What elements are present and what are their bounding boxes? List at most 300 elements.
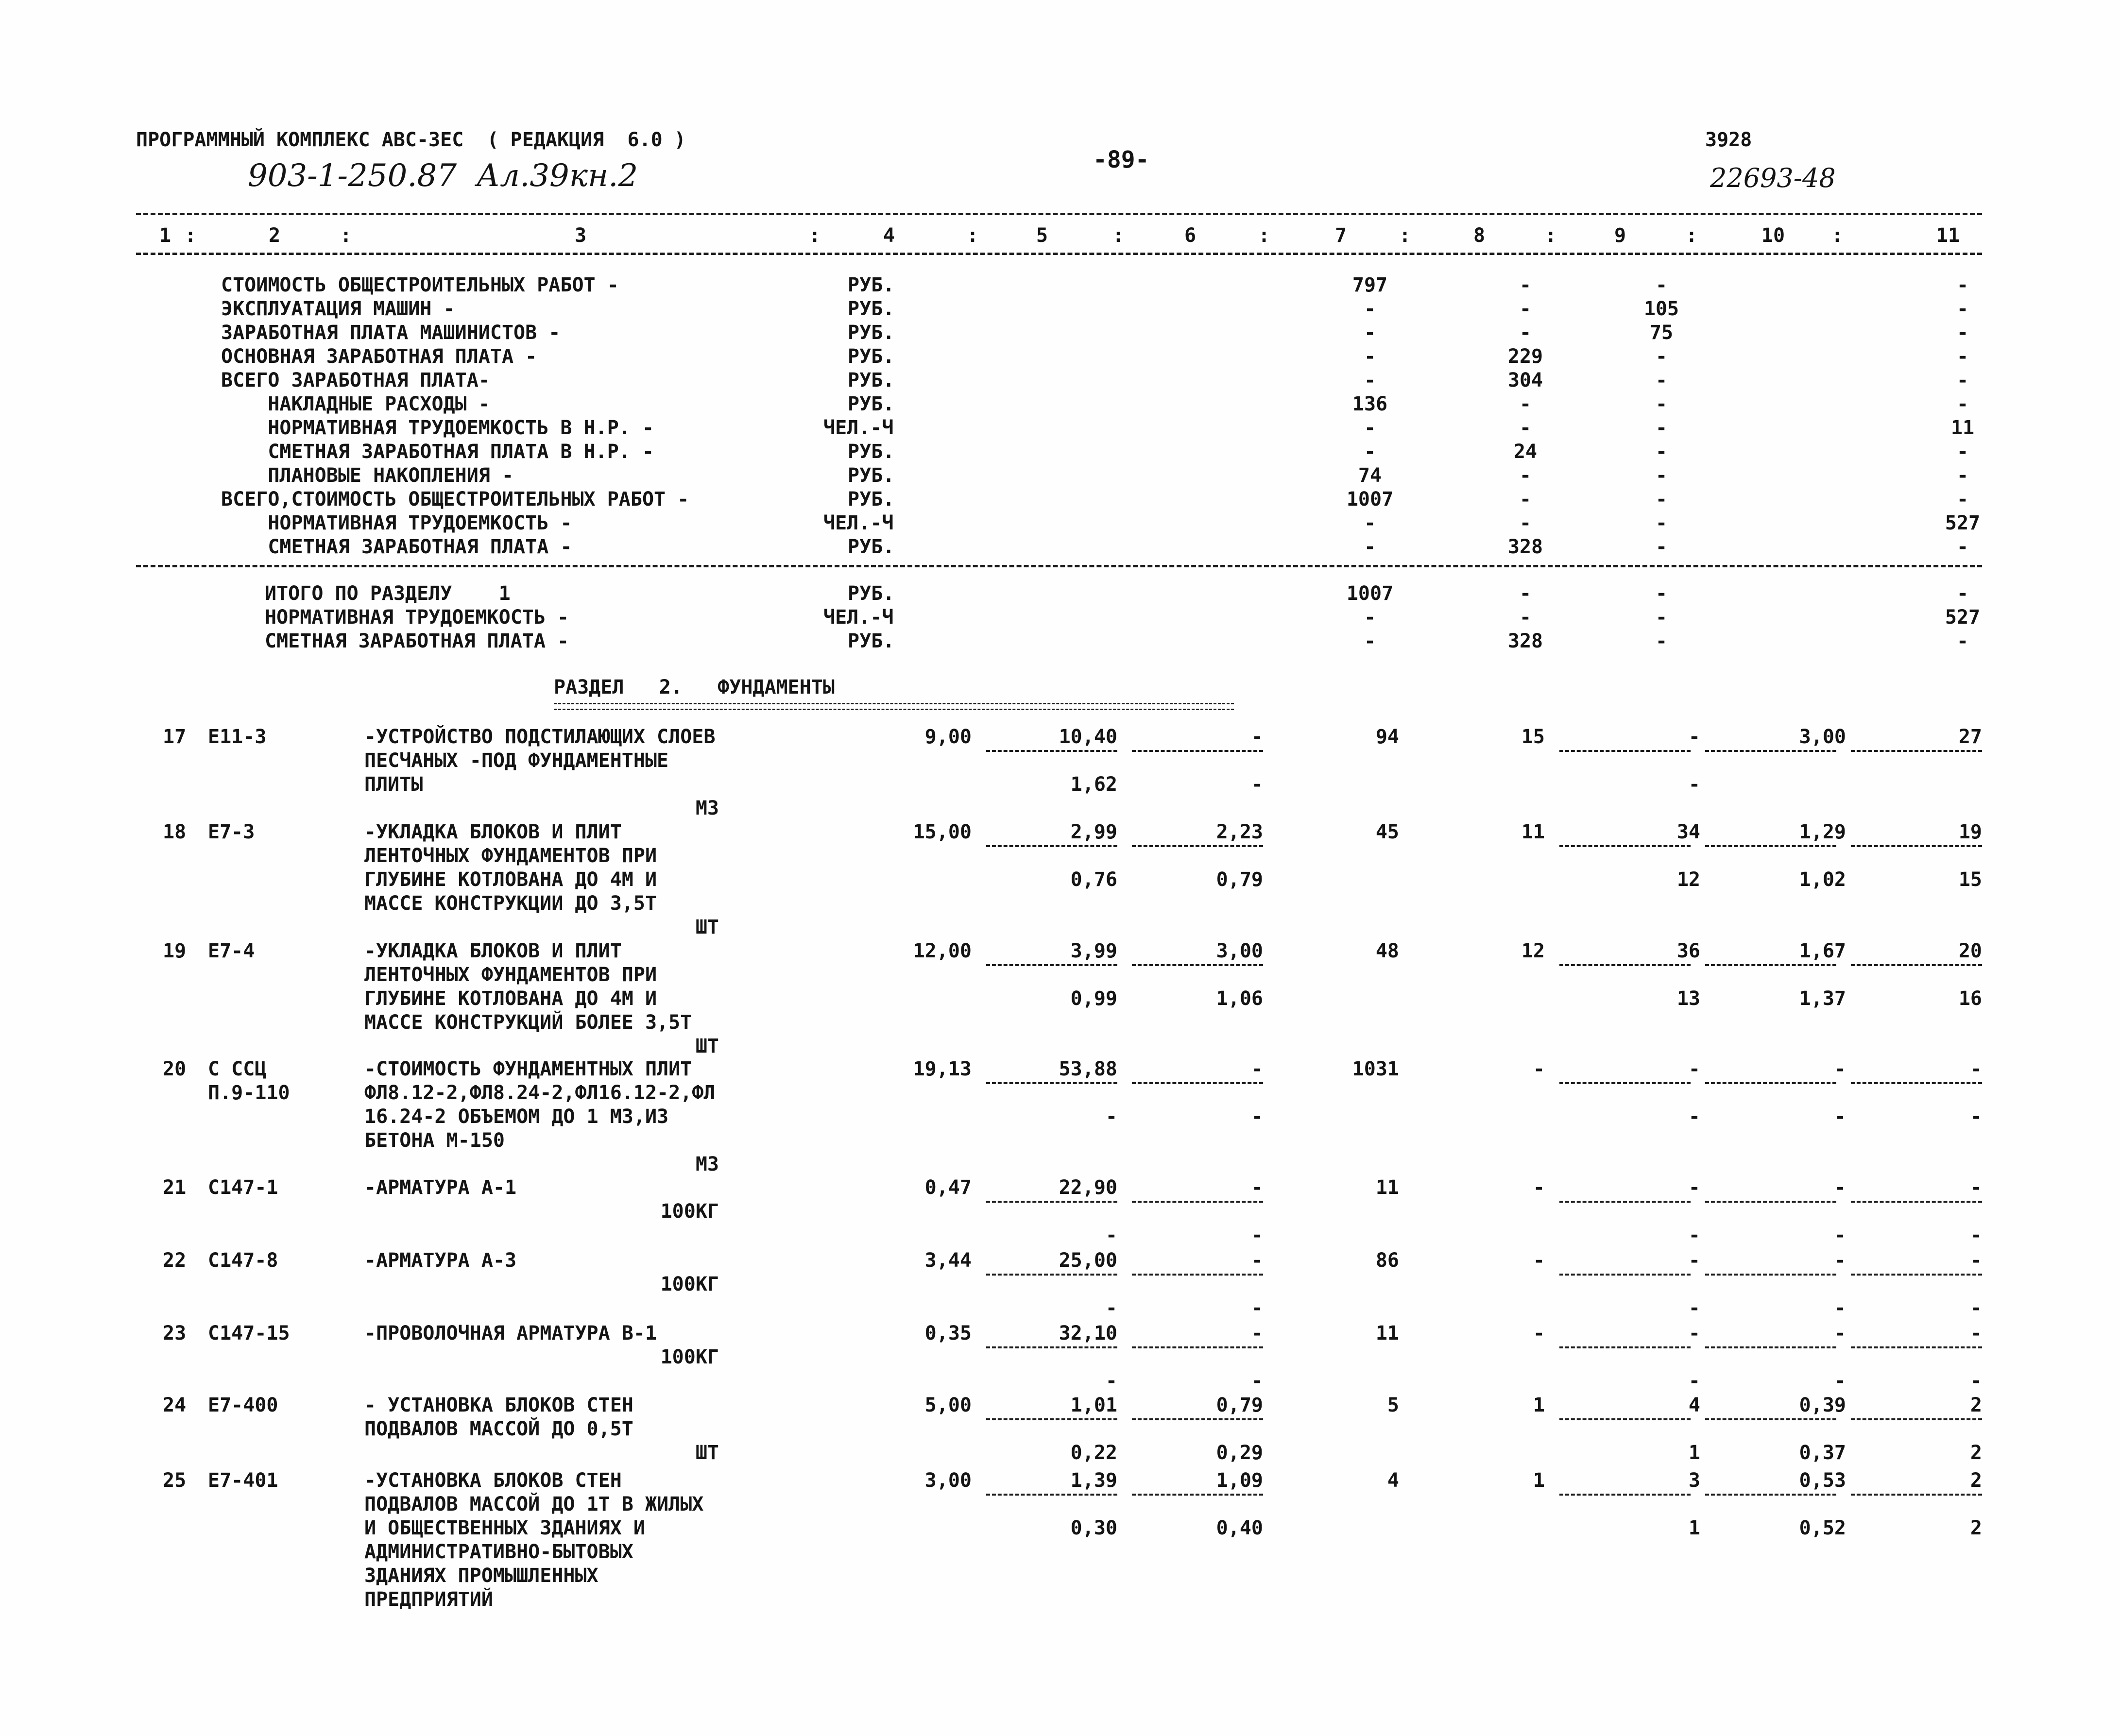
summary-col9: -	[1655, 417, 1668, 439]
item-c9-sub: -	[1688, 1370, 1700, 1392]
summary-col11: -	[1956, 274, 1969, 296]
item-c5-sub: -	[1105, 1224, 1117, 1246]
summary-col7: -	[1364, 417, 1376, 439]
item-c6: 1,09	[1216, 1469, 1263, 1492]
column-number: 1	[159, 224, 171, 247]
totals-col9: -	[1655, 630, 1668, 652]
item-c9-sub: 1	[1688, 1517, 1700, 1539]
column-number: 5	[1036, 224, 1048, 247]
item-code: П.9-110	[208, 1082, 290, 1104]
summary-unit: РУБ.	[848, 536, 895, 558]
summary-col7: -	[1364, 512, 1376, 534]
column-number: 11	[1936, 224, 1960, 247]
totals-label: СМЕТНАЯ ЗАРАБОТНАЯ ПЛАТА -	[265, 630, 569, 652]
item-c5: 22,90	[1059, 1176, 1117, 1199]
item-subrule	[1851, 1346, 1982, 1348]
item-description: - УСТАНОВКА БЛОКОВ СТЕН	[364, 1394, 633, 1416]
item-unit: 100КГ	[660, 1200, 719, 1223]
item-subrule	[986, 1274, 1117, 1276]
summary-col11: -	[1956, 393, 1969, 415]
item-description: МАССЕ КОНСТРУКЦИЙ БОЛЕЕ 3,5Т	[364, 1011, 692, 1034]
item-c9: 34	[1676, 821, 1700, 843]
totals-label: ИТОГО ПО РАЗДЕЛУ 1	[265, 582, 511, 605]
summary-col9: -	[1655, 393, 1668, 415]
column-separator: :	[1686, 224, 1698, 247]
item-code: Е7-400	[208, 1394, 278, 1416]
summary-unit: РУБ.	[848, 393, 895, 415]
item-subrule	[1705, 1346, 1836, 1348]
column-separator: :	[340, 224, 352, 247]
item-c5: 1,01	[1070, 1394, 1117, 1416]
item-qty: 3,44	[924, 1249, 972, 1272]
item-c11-sub: -	[1970, 1224, 1982, 1246]
summary-label: СТОИМОСТЬ ОБЩЕСТРОИТЕЛЬНЫХ РАБОТ -	[221, 274, 619, 296]
item-c8: -	[1533, 1176, 1545, 1199]
item-c8: -	[1533, 1322, 1545, 1345]
item-unit: М3	[695, 797, 719, 819]
item-c11: -	[1970, 1176, 1982, 1199]
item-code: Е11-3	[208, 726, 267, 748]
item-c8: -	[1533, 1249, 1545, 1272]
summary-label: ВСЕГО,СТОИМОСТЬ ОБЩЕСТРОИТЕЛЬНЫХ РАБОТ -	[221, 488, 689, 511]
item-c6: -	[1251, 1176, 1263, 1199]
item-subrule	[1132, 1346, 1263, 1348]
column-separator: :	[1399, 224, 1411, 247]
totals-col9: -	[1655, 606, 1668, 629]
item-subrule	[986, 1201, 1117, 1203]
item-c10-sub: -	[1834, 1224, 1846, 1246]
summary-label: ПЛАНОВЫЕ НАКОПЛЕНИЯ -	[221, 464, 514, 487]
item-description: ЛЕНТОЧНЫХ ФУНДАМЕНТОВ ПРИ	[364, 964, 657, 986]
item-description: ЛЕНТОЧНЫХ ФУНДАМЕНТОВ ПРИ	[364, 845, 657, 867]
item-description: ФЛ8.12-2,ФЛ8.24-2,ФЛ16.12-2,ФЛ	[364, 1082, 716, 1104]
item-qty: 0,47	[924, 1176, 972, 1199]
summary-unit: РУБ.	[848, 298, 895, 320]
summary-col8: -	[1519, 322, 1532, 344]
item-description: -УСТРОЙСТВО ПОДСТИЛАЮЩИХ СЛОЕВ	[364, 726, 716, 748]
item-subrule	[1851, 1418, 1982, 1420]
item-c9: 3	[1688, 1469, 1700, 1492]
item-c10-sub: 1,37	[1799, 987, 1846, 1010]
column-separator: :	[1258, 224, 1270, 247]
item-description: -УКЛАДКА БЛОКОВ И ПЛИТ	[364, 940, 622, 962]
column-number: 4	[883, 224, 895, 247]
summary-col7: 74	[1358, 464, 1382, 487]
item-c6: -	[1251, 1322, 1263, 1345]
totals-col8: -	[1519, 606, 1532, 629]
column-separator: :	[185, 224, 197, 247]
item-c5: 25,00	[1059, 1249, 1117, 1272]
item-c10: -	[1834, 1058, 1846, 1080]
item-c9: -	[1688, 1058, 1700, 1080]
item-c6: 3,00	[1216, 940, 1263, 962]
summary-label: СМЕТНАЯ ЗАРАБОТНАЯ ПЛАТА -	[221, 536, 572, 558]
item-subrule	[1559, 1418, 1691, 1420]
item-subrule	[986, 1082, 1117, 1084]
totals-label: НОРМАТИВНАЯ ТРУДОЕМКОСТЬ -	[265, 606, 569, 629]
item-c7: 86	[1375, 1249, 1399, 1272]
item-c6-sub: 0,79	[1216, 868, 1263, 891]
summary-col11: -	[1956, 322, 1969, 344]
item-c8: 15	[1521, 726, 1545, 748]
item-c5: 10,40	[1059, 726, 1117, 748]
page-number: -89-	[1093, 146, 1149, 173]
item-code: С147-15	[208, 1322, 290, 1345]
item-c8: 12	[1521, 940, 1545, 962]
item-unit: ШТ	[695, 1035, 719, 1057]
item-unit: 100КГ	[660, 1346, 719, 1368]
item-c11-sub: 2	[1970, 1442, 1982, 1464]
item-c11-sub: 2	[1970, 1517, 1982, 1539]
summary-col7: -	[1364, 369, 1376, 391]
item-code: С ССЦ	[208, 1058, 267, 1080]
item-c9: 36	[1676, 940, 1700, 962]
item-subrule	[1559, 1494, 1691, 1496]
summary-col8: -	[1519, 393, 1532, 415]
item-c11: 2	[1970, 1394, 1982, 1416]
item-subrule	[1559, 845, 1691, 847]
item-description: -УКЛАДКА БЛОКОВ И ПЛИТ	[364, 821, 622, 843]
summary-col7: 797	[1352, 274, 1388, 296]
column-number: 9	[1614, 224, 1626, 247]
item-description: АДМИНИСТРАТИВНО-БЫТОВЫХ	[364, 1541, 633, 1563]
item-code: Е7-4	[208, 940, 255, 962]
code-right: 3928	[1705, 129, 1752, 151]
item-c5-sub: -	[1105, 1297, 1117, 1319]
item-c11-sub: -	[1970, 1297, 1982, 1319]
item-c10: 3,00	[1799, 726, 1846, 748]
summary-col11: -	[1956, 441, 1969, 463]
column-number: 3	[574, 224, 587, 247]
item-c11-sub: 16	[1958, 987, 1982, 1010]
item-subrule	[1851, 1494, 1982, 1496]
top-rule	[136, 213, 1982, 215]
item-c9-sub: -	[1688, 1297, 1700, 1319]
item-c8: 1	[1533, 1394, 1545, 1416]
item-c6-sub: -	[1251, 1370, 1263, 1392]
item-code: С147-1	[208, 1176, 278, 1199]
totals-unit: РУБ.	[848, 582, 895, 605]
item-c9-sub: -	[1688, 1106, 1700, 1128]
item-c8: 1	[1533, 1469, 1545, 1492]
item-c11: -	[1970, 1249, 1982, 1272]
summary-unit: РУБ.	[848, 464, 895, 487]
summary-col7: -	[1364, 345, 1376, 368]
item-description: ПОДВАЛОВ МАССОЙ ДО 1Т В ЖИЛЫХ	[364, 1493, 704, 1515]
summary-col11: -	[1956, 369, 1969, 391]
item-c9: -	[1688, 1322, 1700, 1345]
summary-col9: -	[1655, 274, 1668, 296]
item-subrule	[1132, 845, 1263, 847]
item-description: И ОБЩЕСТВЕННЫХ ЗДАНИЯХ И	[364, 1517, 645, 1539]
item-code: Е7-401	[208, 1469, 278, 1492]
item-c9-sub: 1	[1688, 1442, 1700, 1464]
summary-col7: 1007	[1346, 488, 1394, 511]
item-subrule	[1851, 845, 1982, 847]
item-c9: 4	[1688, 1394, 1700, 1416]
summary-col7: -	[1364, 298, 1376, 320]
summary-label: НОРМАТИВНАЯ ТРУДОЕМКОСТЬ -	[221, 512, 572, 534]
summary-col8: 328	[1507, 536, 1543, 558]
item-c5: 3,99	[1070, 940, 1117, 962]
item-subrule	[1705, 845, 1836, 847]
summary-unit: ЧЕЛ.-Ч	[823, 417, 894, 439]
item-c5-sub: -	[1105, 1370, 1117, 1392]
item-description: -СТОИМОСТЬ ФУНДАМЕНТНЫХ ПЛИТ	[364, 1058, 692, 1080]
item-c8: -	[1533, 1058, 1545, 1080]
item-c5: 1,39	[1070, 1469, 1117, 1492]
item-subrule	[1851, 1274, 1982, 1276]
summary-col8: -	[1519, 464, 1532, 487]
item-number: 18	[163, 821, 187, 843]
summary-unit: РУБ.	[848, 345, 895, 368]
summary-unit: РУБ.	[848, 322, 895, 344]
totals-col7: -	[1364, 630, 1376, 652]
item-subrule	[1851, 750, 1982, 752]
item-description: ПЛИТЫ	[364, 773, 423, 796]
column-number: 8	[1473, 224, 1486, 247]
item-c6-sub: -	[1251, 1106, 1263, 1128]
summary-col11: 11	[1950, 417, 1975, 439]
column-number: 7	[1334, 224, 1347, 247]
item-subrule	[1851, 1201, 1982, 1203]
item-number: 20	[163, 1058, 187, 1080]
item-c7: 94	[1375, 726, 1399, 748]
summary-col7: -	[1364, 441, 1376, 463]
item-subrule	[1705, 1201, 1836, 1203]
item-number: 21	[163, 1176, 187, 1199]
summary-label: НАКЛАДНЫЕ РАСХОДЫ -	[221, 393, 490, 415]
item-subrule	[1132, 1418, 1263, 1420]
item-c10: 0,39	[1799, 1394, 1846, 1416]
item-c10-sub: 1,02	[1799, 868, 1846, 891]
item-description: -ПРОВОЛОЧНАЯ АРМАТУРА В-1	[364, 1322, 657, 1345]
totals-col9: -	[1655, 582, 1668, 605]
item-c6-sub: 0,40	[1216, 1517, 1263, 1539]
item-qty: 19,13	[913, 1058, 972, 1080]
summary-col8: -	[1519, 488, 1532, 511]
item-unit: ШТ	[695, 1442, 719, 1464]
item-subrule	[1132, 1494, 1263, 1496]
item-c5-sub: 1,62	[1070, 773, 1117, 796]
item-c7: 11	[1375, 1176, 1399, 1199]
item-c5-sub: 0,76	[1070, 868, 1117, 891]
summary-col7: -	[1364, 536, 1376, 558]
item-qty: 5,00	[924, 1394, 972, 1416]
item-c10: 1,29	[1799, 821, 1846, 843]
totals-unit: РУБ.	[848, 630, 895, 652]
item-c7: 1031	[1352, 1058, 1399, 1080]
item-unit: М3	[695, 1153, 719, 1175]
item-c7: 45	[1375, 821, 1399, 843]
item-subrule	[1705, 750, 1836, 752]
item-c6-sub: 0,29	[1216, 1442, 1263, 1464]
summary-col9: -	[1655, 464, 1668, 487]
summary-col11: -	[1956, 464, 1969, 487]
column-number: 10	[1761, 224, 1785, 247]
summary-col11: -	[1956, 488, 1969, 511]
item-qty: 0,35	[924, 1322, 972, 1345]
summary-col9: -	[1655, 369, 1668, 391]
summary-col11: -	[1956, 298, 1969, 320]
item-subrule	[1559, 1201, 1691, 1203]
summary-col9: -	[1655, 488, 1668, 511]
item-subrule	[1705, 1082, 1836, 1084]
item-c5-sub: 0,99	[1070, 987, 1117, 1010]
item-c9-sub: 12	[1676, 868, 1700, 891]
summary-label: ЭКСПЛУАТАЦИЯ МАШИН -	[221, 298, 455, 320]
section-title: РАЗДЕЛ 2. ФУНДАМЕНТЫ	[554, 676, 835, 698]
summary-col9: 75	[1649, 322, 1674, 344]
column-separator: :	[1545, 224, 1557, 247]
item-subrule	[986, 1346, 1117, 1348]
item-description: -АРМАТУРА А-1	[364, 1176, 517, 1199]
item-c9-sub: -	[1688, 773, 1700, 796]
item-description: ПРЕДПРИЯТИЙ	[364, 1588, 493, 1611]
item-code: С147-8	[208, 1249, 278, 1272]
summary-unit: РУБ.	[848, 488, 895, 511]
summary-col8: 229	[1507, 345, 1543, 368]
item-subrule	[1132, 1201, 1263, 1203]
item-c6-sub: -	[1251, 773, 1263, 796]
summary-col9: 105	[1643, 298, 1679, 320]
item-subrule	[1132, 750, 1263, 752]
summary-col9: -	[1655, 512, 1668, 534]
summary-label: ЗАРАБОТНАЯ ПЛАТА МАШИНИСТОВ -	[221, 322, 561, 344]
summary-unit: РУБ.	[848, 441, 895, 463]
item-c7: 11	[1375, 1322, 1399, 1345]
item-description: ПЕСЧАНЫХ -ПОД ФУНДАМЕНТНЫЕ	[364, 749, 669, 772]
item-number: 19	[163, 940, 187, 962]
column-separator: :	[809, 224, 821, 247]
summary-col8: -	[1519, 274, 1532, 296]
summary-unit: РУБ.	[848, 274, 895, 296]
item-c9: -	[1688, 726, 1700, 748]
summary-rule	[136, 565, 1982, 567]
item-c6: -	[1251, 1058, 1263, 1080]
summary-col7: 136	[1352, 393, 1388, 415]
item-subrule	[1559, 1274, 1691, 1276]
summary-col11: -	[1956, 345, 1969, 368]
item-qty: 12,00	[913, 940, 972, 962]
totals-col11: 527	[1945, 606, 1981, 629]
item-c10: 1,67	[1799, 940, 1846, 962]
item-c7: 4	[1387, 1469, 1399, 1492]
item-subrule	[986, 964, 1117, 966]
summary-unit: РУБ.	[848, 369, 895, 391]
item-description: ЗДАНИЯХ ПРОМЫШЛЕННЫХ	[364, 1565, 598, 1587]
item-c11: 27	[1958, 726, 1982, 748]
item-subrule	[1559, 750, 1691, 752]
item-c11: -	[1970, 1322, 1982, 1345]
item-c5-sub: 0,22	[1070, 1442, 1117, 1464]
item-c11: 2	[1970, 1469, 1982, 1492]
item-qty: 15,00	[913, 821, 972, 843]
summary-unit: ЧЕЛ.-Ч	[823, 512, 894, 534]
item-subrule	[1851, 964, 1982, 966]
item-description: ГЛУБИНЕ КОТЛОВАНА ДО 4М И	[364, 868, 657, 891]
summary-label: ВСЕГО ЗАРАБОТНАЯ ПЛАТА-	[221, 369, 490, 391]
item-c9: -	[1688, 1249, 1700, 1272]
item-subrule	[1132, 964, 1263, 966]
summary-col9: -	[1655, 536, 1668, 558]
item-subrule	[1559, 964, 1691, 966]
item-subrule	[986, 1418, 1117, 1420]
code-handwritten: 22693-48	[1710, 163, 1836, 193]
totals-col11: -	[1956, 582, 1969, 605]
item-c8: 11	[1521, 821, 1545, 843]
item-c11: -	[1970, 1058, 1982, 1080]
item-c11-sub: -	[1970, 1106, 1982, 1128]
item-qty: 3,00	[924, 1469, 972, 1492]
item-c10-sub: -	[1834, 1297, 1846, 1319]
item-c10: -	[1834, 1322, 1846, 1345]
summary-col9: -	[1655, 441, 1668, 463]
item-c6: 2,23	[1216, 821, 1263, 843]
column-separator: :	[1112, 224, 1125, 247]
item-subrule	[986, 845, 1117, 847]
item-subrule	[1132, 1082, 1263, 1084]
item-description: 16.24-2 ОБЪЕМОМ ДО 1 М3,ИЗ	[364, 1106, 669, 1128]
item-c5: 2,99	[1070, 821, 1117, 843]
item-subrule	[1559, 1346, 1691, 1348]
totals-col7: 1007	[1346, 582, 1394, 605]
item-subrule	[1132, 1274, 1263, 1276]
item-subrule	[986, 1494, 1117, 1496]
item-c10-sub: -	[1834, 1370, 1846, 1392]
item-c5: 32,10	[1059, 1322, 1117, 1345]
summary-label: СМЕТНАЯ ЗАРАБОТНАЯ ПЛАТА В Н.Р. -	[221, 441, 654, 463]
item-subrule	[1705, 964, 1836, 966]
item-c6: -	[1251, 726, 1263, 748]
item-unit: ШТ	[695, 916, 719, 938]
column-number: 6	[1184, 224, 1197, 247]
summary-col8: -	[1519, 512, 1532, 534]
item-c11: 20	[1958, 940, 1982, 962]
item-c9-sub: -	[1688, 1224, 1700, 1246]
summary-col8: -	[1519, 298, 1532, 320]
item-c9: -	[1688, 1176, 1700, 1199]
item-subrule	[1559, 1082, 1691, 1084]
item-c10: -	[1834, 1249, 1846, 1272]
program-title: ПРОГРАММНЫЙ КОМПЛЕКС АВС-ЗЕС ( РЕДАКЦИЯ 6.0 )	[136, 129, 686, 151]
item-number: 17	[163, 726, 187, 748]
header-bottom-rule	[136, 253, 1982, 255]
item-c5-sub: -	[1105, 1106, 1117, 1128]
item-c5: 53,88	[1059, 1058, 1117, 1080]
totals-col8: 328	[1507, 630, 1543, 652]
item-c11: 19	[1958, 821, 1982, 843]
item-number: 24	[163, 1394, 187, 1416]
item-description: ГЛУБИНЕ КОТЛОВАНА ДО 4М И	[364, 987, 657, 1010]
item-subrule	[1705, 1418, 1836, 1420]
item-c7: 48	[1375, 940, 1399, 962]
item-c11-sub: 15	[1958, 868, 1982, 891]
summary-col11: 527	[1945, 512, 1981, 534]
summary-col8: 304	[1507, 369, 1543, 391]
item-description: -АРМАТУРА А-3	[364, 1249, 517, 1272]
item-c6-sub: -	[1251, 1297, 1263, 1319]
summary-label: НОРМАТИВНАЯ ТРУДОЕМКОСТЬ В Н.Р. -	[221, 417, 654, 439]
item-qty: 9,00	[924, 726, 972, 748]
item-subrule	[1705, 1494, 1836, 1496]
item-description: МАССЕ КОНСТРУКЦИИ ДО 3,5Т	[364, 892, 657, 915]
item-c5-sub: 0,30	[1070, 1517, 1117, 1539]
item-description: -УСТАНОВКА БЛОКОВ СТЕН	[364, 1469, 622, 1492]
summary-col9: -	[1655, 345, 1668, 368]
summary-col8: -	[1519, 417, 1532, 439]
summary-col7: -	[1364, 322, 1376, 344]
